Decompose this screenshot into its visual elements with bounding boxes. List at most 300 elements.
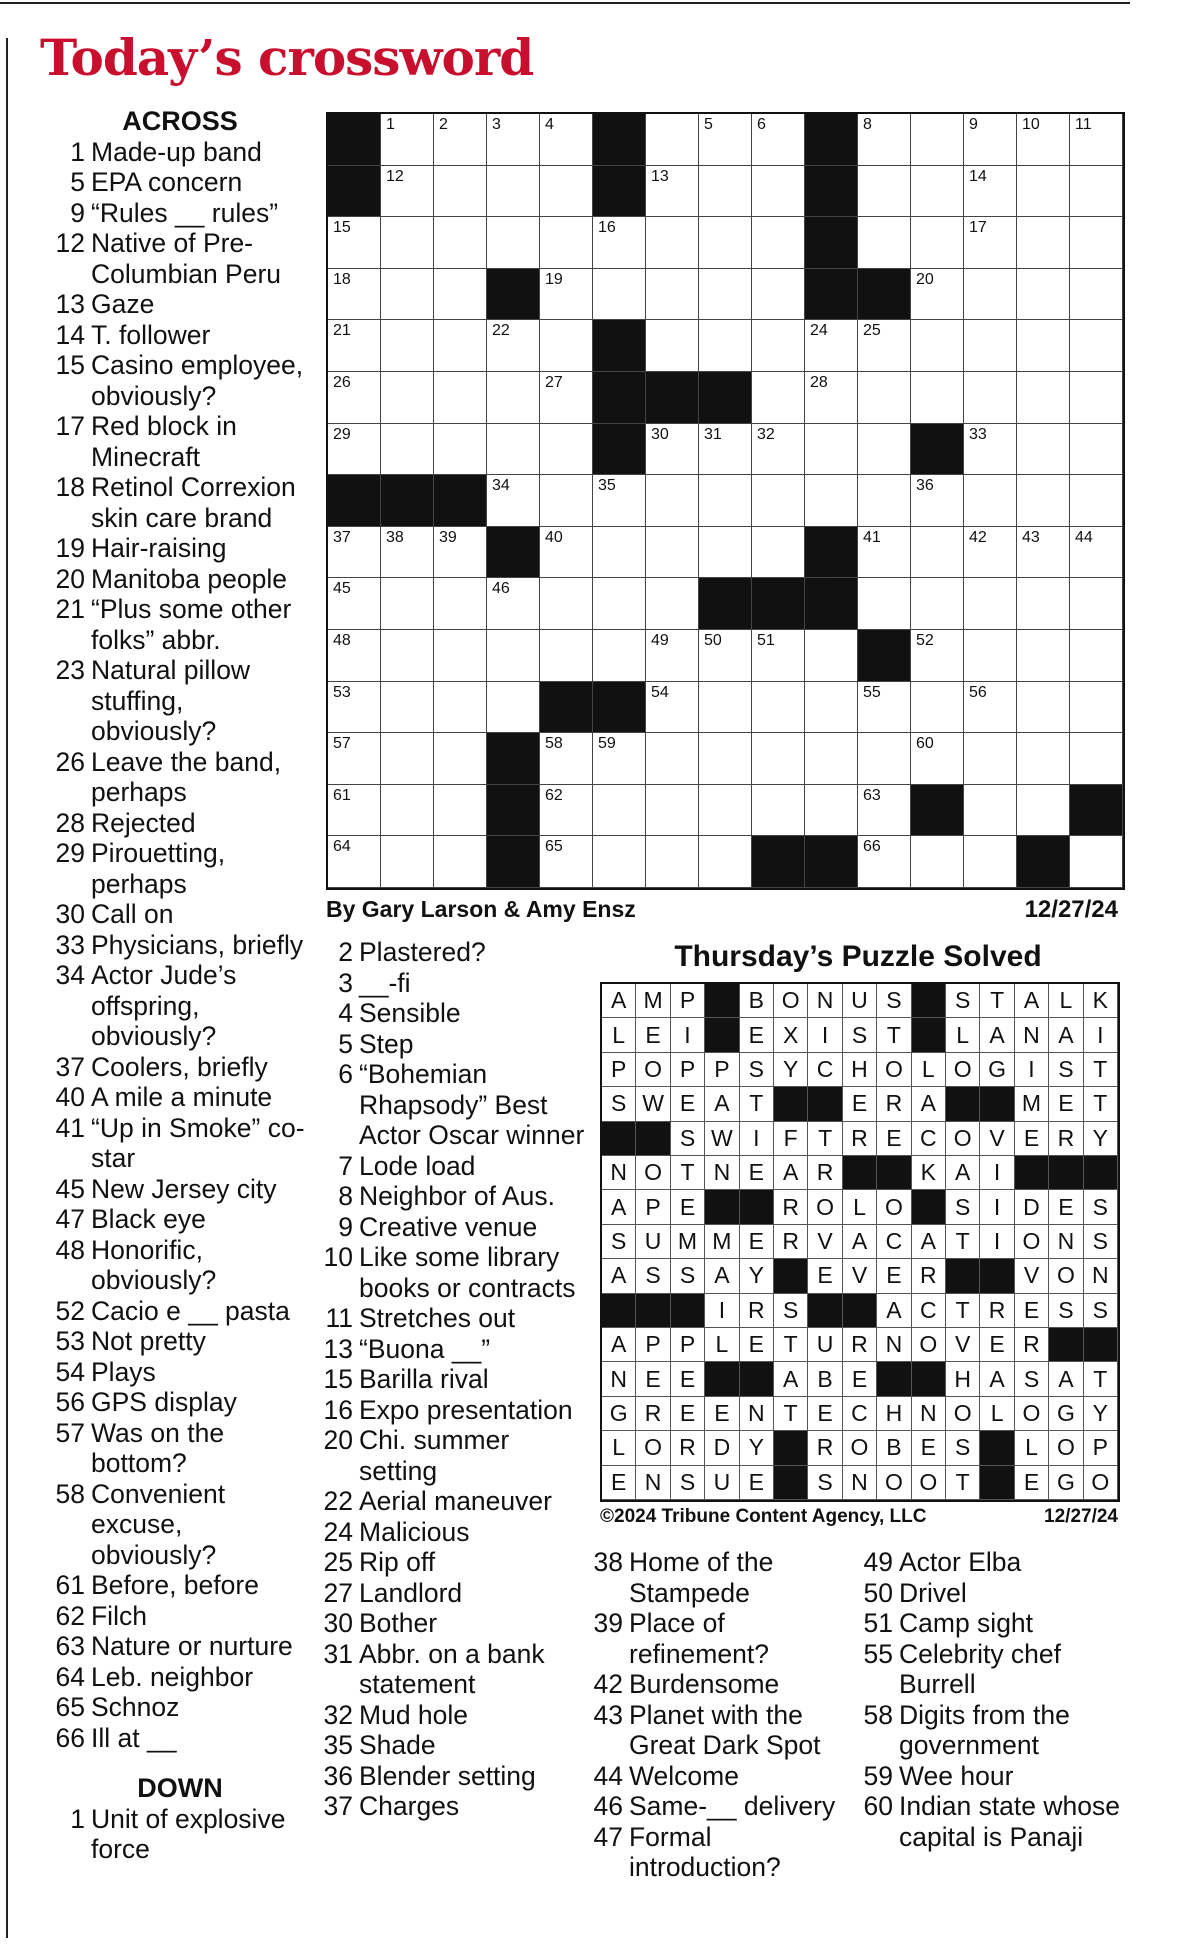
grid-cell[interactable] — [911, 269, 964, 321]
clue — [48, 1418, 312, 1479]
grid-cell[interactable] — [964, 630, 1017, 682]
grid-cell[interactable] — [752, 785, 805, 837]
grid-cell[interactable] — [858, 578, 911, 630]
clue-text: “Plus some other folks” abbr. — [91, 594, 292, 655]
grid-cell[interactable] — [434, 527, 487, 579]
grid-cell[interactable] — [593, 785, 646, 837]
grid-cell[interactable] — [699, 424, 752, 476]
cell-number: 6 — [757, 116, 766, 133]
clue — [48, 1479, 312, 1571]
clue-text: Convenient excuse, obviously? — [91, 1478, 226, 1570]
grid-cell[interactable] — [1070, 114, 1123, 166]
grid-cell[interactable] — [1070, 320, 1123, 372]
clue-number: 52 — [55, 1295, 85, 1326]
solution-grid — [600, 982, 1120, 1502]
grid-cell[interactable] — [1017, 682, 1070, 734]
clue-text: Same-__ delivery — [629, 1791, 836, 1821]
solution-black-square — [740, 1190, 774, 1224]
solution-letter: B — [740, 984, 774, 1018]
clue-number: 33 — [55, 929, 85, 960]
grid-cell[interactable] — [593, 475, 646, 527]
clue-number: 48 — [55, 1234, 85, 1265]
clue-number: 6 — [338, 1059, 353, 1089]
grid-cell[interactable] — [381, 785, 434, 837]
solution-letter: S — [1084, 1294, 1118, 1328]
grid-cell[interactable] — [1017, 424, 1070, 476]
clue-text: Leave the band, perhaps — [91, 746, 282, 807]
solution-letter: I — [980, 1156, 1014, 1190]
black-square — [593, 320, 646, 372]
solution-letter: S — [877, 984, 911, 1018]
grid-cell[interactable] — [752, 166, 805, 218]
grid-cell[interactable] — [964, 733, 1017, 785]
grid-cell[interactable] — [752, 424, 805, 476]
black-square — [911, 424, 964, 476]
clue-text: Ill at __ — [91, 1722, 177, 1753]
solution-letter: M — [705, 1225, 739, 1259]
solution-letter: I — [1084, 1018, 1118, 1052]
solution-letter: R — [980, 1294, 1014, 1328]
clue — [48, 1113, 312, 1174]
grid-cell[interactable] — [540, 166, 593, 218]
grid-cell[interactable] — [964, 320, 1017, 372]
grid-cell[interactable] — [593, 217, 646, 269]
grid-cell[interactable] — [911, 682, 964, 734]
grid-cell[interactable] — [328, 372, 381, 424]
grid-cell[interactable] — [540, 785, 593, 837]
grid-cell[interactable] — [805, 320, 858, 372]
grid-cell[interactable] — [964, 475, 1017, 527]
grid-cell[interactable] — [434, 114, 487, 166]
grid-cell[interactable] — [911, 166, 964, 218]
grid-cell[interactable] — [699, 166, 752, 218]
grid-cell[interactable] — [381, 114, 434, 166]
solution-letter: S — [774, 1294, 808, 1328]
grid-cell[interactable] — [593, 527, 646, 579]
grid-cell[interactable] — [381, 269, 434, 321]
grid-cell[interactable] — [646, 166, 699, 218]
grid-cell[interactable] — [1017, 578, 1070, 630]
grid-cell[interactable] — [381, 372, 434, 424]
down-clue-list-1 — [48, 1804, 312, 1865]
grid-cell[interactable] — [1070, 527, 1123, 579]
grid-cell[interactable] — [487, 320, 540, 372]
clue — [856, 1608, 1126, 1639]
grid-cell[interactable] — [1017, 320, 1070, 372]
clue-text: Home of the Stampede — [629, 1547, 774, 1608]
solution-letter: A — [946, 1156, 980, 1190]
grid-cell[interactable] — [487, 630, 540, 682]
grid-cell[interactable] — [328, 217, 381, 269]
solution-letter: E — [808, 1259, 842, 1293]
grid-cell[interactable] — [328, 320, 381, 372]
grid-cell[interactable] — [434, 269, 487, 321]
grid-cell[interactable] — [858, 114, 911, 166]
solution-letter: A — [980, 1362, 1014, 1396]
clue-text: Nature or nurture — [91, 1631, 293, 1661]
grid-cell[interactable] — [1070, 475, 1123, 527]
grid-cell[interactable] — [858, 217, 911, 269]
solution-letter: D — [705, 1431, 739, 1465]
grid-cell[interactable] — [805, 630, 858, 682]
grid-cell[interactable] — [911, 527, 964, 579]
solution-letter: D — [1015, 1190, 1049, 1224]
grid-cell[interactable] — [487, 114, 540, 166]
grid-cell[interactable] — [858, 320, 911, 372]
grid-cell[interactable] — [540, 836, 593, 888]
grid-cell[interactable] — [540, 630, 593, 682]
grid-cell[interactable] — [646, 114, 699, 166]
solution-letter: H — [946, 1362, 980, 1396]
clue-number: 32 — [323, 1699, 353, 1730]
cell-number: 9 — [969, 116, 978, 133]
solution-letter: R — [843, 1328, 877, 1362]
grid-cell[interactable] — [964, 269, 1017, 321]
grid-cell[interactable] — [805, 785, 858, 837]
grid-cell[interactable] — [1017, 785, 1070, 837]
grid-cell[interactable] — [752, 372, 805, 424]
grid-cell[interactable] — [540, 527, 593, 579]
grid-cell[interactable] — [434, 217, 487, 269]
solution-letter: O — [946, 1053, 980, 1087]
clue-number: 1 — [70, 1803, 85, 1834]
grid-cell[interactable] — [964, 785, 1017, 837]
grid-cell[interactable] — [805, 733, 858, 785]
grid-cell[interactable] — [1070, 682, 1123, 734]
solution-letter: R — [1049, 1122, 1083, 1156]
grid-cell[interactable] — [646, 733, 699, 785]
grid-cell[interactable] — [646, 269, 699, 321]
grid-cell[interactable] — [328, 527, 381, 579]
clue-text: Physicians, briefly — [91, 929, 304, 960]
clue-number: 25 — [323, 1547, 353, 1577]
grid-cell[interactable] — [1070, 166, 1123, 218]
grid-cell[interactable] — [540, 424, 593, 476]
clue-text: Landlord — [359, 1577, 463, 1608]
grid-cell[interactable] — [699, 785, 752, 837]
grid-cell[interactable] — [911, 114, 964, 166]
grid-cell[interactable] — [1017, 733, 1070, 785]
cell-number: 15 — [333, 219, 351, 237]
grid-cell[interactable] — [540, 372, 593, 424]
grid-cell[interactable] — [858, 372, 911, 424]
solution-black-square — [705, 1362, 739, 1396]
grid-cell[interactable] — [434, 166, 487, 218]
solution-letter: Y — [774, 1053, 808, 1087]
grid-cell[interactable] — [434, 836, 487, 888]
grid-cell[interactable] — [540, 217, 593, 269]
grid-cell[interactable] — [487, 166, 540, 218]
solution-letter: T — [877, 1018, 911, 1052]
solution-black-square — [1084, 1328, 1118, 1362]
grid-cell[interactable] — [858, 424, 911, 476]
grid-cell[interactable] — [1070, 733, 1123, 785]
grid-cell[interactable] — [434, 578, 487, 630]
grid-cell[interactable] — [328, 424, 381, 476]
grid-cell[interactable] — [646, 527, 699, 579]
grid-cell[interactable] — [381, 630, 434, 682]
grid-cell[interactable] — [646, 320, 699, 372]
grid-cell[interactable] — [328, 785, 381, 837]
grid-cell[interactable] — [858, 733, 911, 785]
cell-number: 21 — [333, 322, 351, 340]
grid-cell[interactable] — [752, 475, 805, 527]
solution-black-square — [671, 1294, 705, 1328]
clue — [316, 998, 588, 1029]
cell-number: 52 — [916, 631, 934, 649]
grid-cell[interactable] — [487, 578, 540, 630]
clue-text: Natural pillow stuffing, obviously? — [91, 655, 251, 746]
grid-cell[interactable] — [434, 733, 487, 785]
grid-cell[interactable] — [328, 630, 381, 682]
clue-number: 55 — [863, 1638, 893, 1669]
grid-cell[interactable] — [1070, 424, 1123, 476]
grid-cell[interactable] — [805, 682, 858, 734]
grid-cell[interactable] — [593, 578, 646, 630]
grid-cell[interactable] — [646, 630, 699, 682]
grid-cell[interactable] — [381, 578, 434, 630]
grid-cell[interactable] — [699, 320, 752, 372]
clue-number: 10 — [323, 1242, 353, 1272]
grid-cell[interactable] — [434, 424, 487, 476]
clue-text: Camp sight — [899, 1608, 1034, 1638]
grid-cell[interactable] — [911, 217, 964, 269]
grid-cell[interactable] — [1017, 372, 1070, 424]
grid-cell[interactable] — [911, 475, 964, 527]
clue-text: Blender setting — [359, 1760, 536, 1791]
grid-cell[interactable] — [434, 630, 487, 682]
cell-number: 24 — [810, 322, 828, 340]
grid-cell[interactable] — [752, 682, 805, 734]
solution-black-square — [877, 1156, 911, 1190]
grid-cell[interactable] — [434, 682, 487, 734]
solution-letter: A — [1015, 984, 1049, 1018]
grid-cell[interactable] — [699, 682, 752, 734]
clue — [48, 137, 312, 168]
grid-cell[interactable] — [964, 217, 1017, 269]
clue — [586, 1700, 852, 1761]
grid-cell[interactable] — [646, 217, 699, 269]
solution-letter: E — [636, 1362, 670, 1396]
solution-letter: T — [980, 984, 1014, 1018]
clue — [316, 1578, 588, 1609]
grid-cell[interactable] — [1070, 836, 1123, 888]
clue-text: Celebrity chef Burrell — [899, 1638, 1062, 1699]
grid-cell[interactable] — [964, 424, 1017, 476]
black-square — [805, 836, 858, 888]
solution-letter: E — [1015, 1122, 1049, 1156]
grid-cell[interactable] — [1070, 217, 1123, 269]
grid-cell[interactable] — [487, 682, 540, 734]
grid-cell[interactable] — [964, 114, 1017, 166]
grid-cell[interactable] — [699, 836, 752, 888]
grid-cell[interactable] — [752, 630, 805, 682]
grid-cell[interactable] — [911, 630, 964, 682]
clue — [316, 1151, 588, 1182]
grid-cell[interactable] — [1017, 114, 1070, 166]
clue — [316, 1730, 588, 1761]
grid-cell[interactable] — [381, 836, 434, 888]
black-square — [540, 682, 593, 734]
grid-cell[interactable] — [752, 269, 805, 321]
grid-cell[interactable] — [487, 424, 540, 476]
solution-letter: S — [946, 984, 980, 1018]
cell-number: 2 — [439, 116, 448, 133]
grid-cell[interactable] — [911, 733, 964, 785]
grid-cell[interactable] — [805, 475, 858, 527]
clue-text: Black eye — [91, 1204, 206, 1234]
black-square — [858, 630, 911, 682]
black-square — [487, 785, 540, 837]
grid-cell[interactable] — [911, 320, 964, 372]
clue-text: Honorific, obviously? — [91, 1234, 217, 1295]
grid-cell[interactable] — [646, 424, 699, 476]
grid-cell[interactable] — [646, 475, 699, 527]
grid-cell[interactable] — [593, 630, 646, 682]
grid-cell[interactable] — [381, 217, 434, 269]
grid-cell[interactable] — [540, 733, 593, 785]
grid-cell[interactable] — [699, 269, 752, 321]
cell-number: 8 — [863, 116, 872, 133]
grid-cell[interactable] — [434, 372, 487, 424]
grid-cell[interactable] — [328, 682, 381, 734]
grid-cell[interactable] — [487, 372, 540, 424]
grid-cell[interactable] — [964, 836, 1017, 888]
grid-cell[interactable] — [858, 475, 911, 527]
cell-number: 39 — [439, 528, 457, 546]
solution-letter: R — [912, 1259, 946, 1293]
clue — [48, 228, 312, 289]
grid-cell[interactable] — [540, 320, 593, 372]
grid-cell[interactable] — [699, 217, 752, 269]
grid-cell[interactable] — [540, 475, 593, 527]
grid-cell[interactable] — [858, 836, 911, 888]
grid-cell[interactable] — [1070, 372, 1123, 424]
grid-cell[interactable] — [434, 320, 487, 372]
grid-cell[interactable] — [964, 682, 1017, 734]
grid-cell[interactable] — [752, 527, 805, 579]
clue-text: Red block in Minecraft — [91, 411, 237, 472]
grid-cell[interactable] — [646, 836, 699, 888]
grid-cell[interactable] — [964, 578, 1017, 630]
grid-cell[interactable] — [646, 785, 699, 837]
grid-cell[interactable] — [593, 269, 646, 321]
grid-cell[interactable] — [1017, 269, 1070, 321]
grid-cell[interactable] — [911, 578, 964, 630]
solution-letter: S — [671, 1466, 705, 1500]
grid-cell[interactable] — [858, 785, 911, 837]
grid-cell[interactable] — [593, 836, 646, 888]
grid-cell[interactable] — [381, 424, 434, 476]
grid-cell[interactable] — [1017, 217, 1070, 269]
grid-cell[interactable] — [1070, 269, 1123, 321]
grid-cell[interactable] — [858, 682, 911, 734]
clue — [48, 960, 312, 1052]
grid-cell[interactable] — [381, 527, 434, 579]
grid-cell[interactable] — [328, 733, 381, 785]
grid-cell[interactable] — [540, 578, 593, 630]
grid-cell[interactable] — [381, 320, 434, 372]
grid-cell[interactable] — [1017, 166, 1070, 218]
grid-cell[interactable] — [805, 424, 858, 476]
solution-letter: S — [1015, 1362, 1049, 1396]
grid-cell[interactable] — [381, 166, 434, 218]
solution-letter: O — [636, 1053, 670, 1087]
clue — [48, 411, 312, 472]
clue-text: T. follower — [91, 319, 211, 350]
solution-letter: A — [980, 1018, 1014, 1052]
solution-letter: I — [671, 1018, 705, 1052]
solution-letter: P — [636, 1328, 670, 1362]
grid-cell[interactable] — [911, 836, 964, 888]
clue — [48, 1052, 312, 1083]
grid-cell[interactable] — [964, 166, 1017, 218]
solution-letter: S — [946, 1190, 980, 1224]
grid-cell[interactable] — [381, 733, 434, 785]
clue-text: Bother — [359, 1608, 438, 1638]
grid-cell[interactable] — [646, 682, 699, 734]
solution-letter: W — [636, 1087, 670, 1121]
clue — [316, 1761, 588, 1792]
black-square — [752, 578, 805, 630]
grid-cell[interactable] — [699, 527, 752, 579]
grid-cell[interactable] — [1017, 527, 1070, 579]
clue-number: 5 — [338, 1028, 353, 1059]
grid-cell[interactable] — [911, 372, 964, 424]
grid-cell[interactable] — [487, 217, 540, 269]
solution-letter: R — [671, 1431, 705, 1465]
grid-cell[interactable] — [540, 114, 593, 166]
clue-number: 61 — [55, 1570, 85, 1600]
clue-number: 20 — [323, 1425, 353, 1455]
grid-cell[interactable] — [646, 578, 699, 630]
grid-cell[interactable] — [752, 217, 805, 269]
clue — [586, 1822, 852, 1883]
grid-cell[interactable] — [699, 733, 752, 785]
solution-letter: L — [946, 1018, 980, 1052]
solution-black-square — [774, 1259, 808, 1293]
grid-cell[interactable] — [328, 269, 381, 321]
grid-cell[interactable] — [1070, 630, 1123, 682]
grid-cell[interactable] — [858, 527, 911, 579]
grid-cell[interactable] — [805, 372, 858, 424]
grid-cell[interactable] — [964, 372, 1017, 424]
grid-cell[interactable] — [1017, 475, 1070, 527]
grid-cell[interactable] — [858, 166, 911, 218]
grid-cell[interactable] — [752, 320, 805, 372]
grid-cell[interactable] — [487, 475, 540, 527]
grid-cell[interactable] — [1070, 578, 1123, 630]
grid-cell[interactable] — [328, 578, 381, 630]
grid-cell[interactable] — [593, 733, 646, 785]
grid-cell[interactable] — [434, 785, 487, 837]
grid-cell[interactable] — [699, 475, 752, 527]
grid-cell[interactable] — [699, 630, 752, 682]
grid-cell[interactable] — [381, 682, 434, 734]
solution-black-square — [774, 1466, 808, 1500]
grid-cell[interactable] — [752, 733, 805, 785]
grid-cell[interactable] — [964, 527, 1017, 579]
grid-cell[interactable] — [540, 269, 593, 321]
clue-number: 28 — [55, 807, 85, 838]
grid-cell[interactable] — [752, 114, 805, 166]
clue-number: 11 — [325, 1303, 353, 1333]
grid-cell[interactable] — [328, 836, 381, 888]
solution-letter: T — [1084, 1087, 1118, 1121]
grid-cell[interactable] — [699, 114, 752, 166]
grid-cell[interactable] — [1017, 630, 1070, 682]
clue-text: Was on the bottom? — [91, 1417, 225, 1478]
